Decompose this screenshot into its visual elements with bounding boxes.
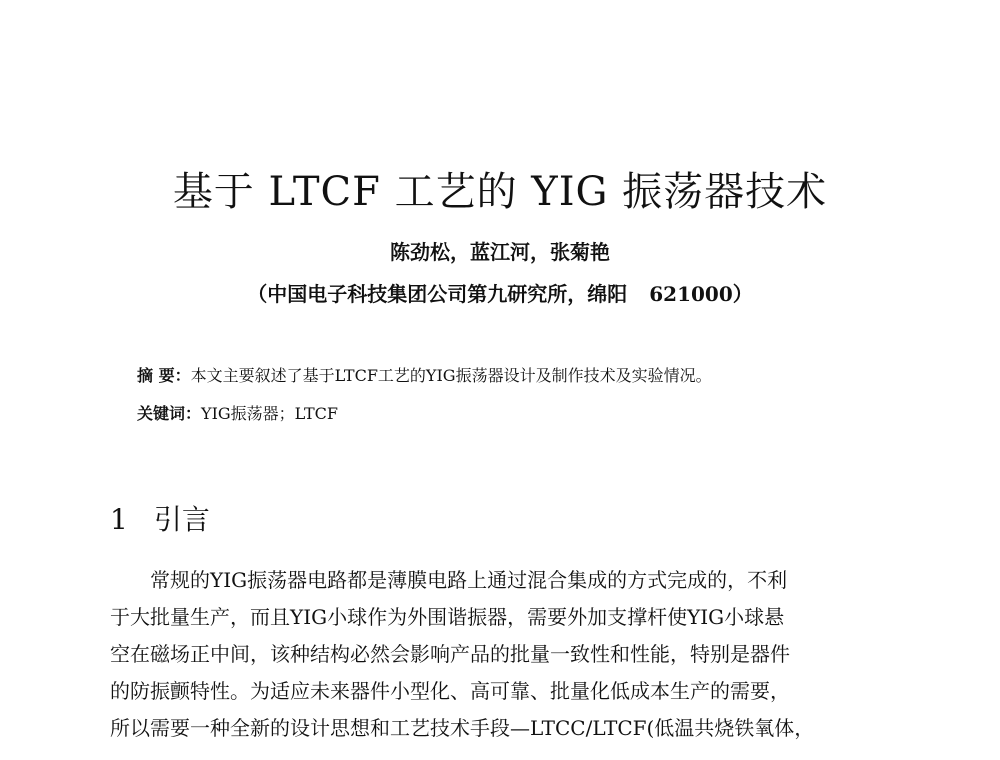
abstract-label: 摘 要：: [137, 366, 191, 385]
keywords: [137, 401, 338, 424]
abstract: [137, 363, 712, 386]
body-line: 于大批量生产，而且YIG小球作为外围谐振器，需要外加支撑杆使YIG小球悬: [110, 605, 785, 629]
affiliation-text: （中国电子科技集团公司第九研究所，绵阳: [247, 282, 628, 306]
body-paragraph: [110, 562, 890, 747]
body-line: 空在磁场正中间，该种结构必然会影响产品的批量一致性和性能，特别是器件: [110, 642, 790, 666]
author-list: 陈劲松，蓝江河，张菊艳: [390, 240, 610, 264]
body-line: 的防振颤特性。为适应未来器件小型化、高可靠、批量化低成本生产的需要，: [110, 679, 790, 703]
paper-title: 基于 LTCF 工艺的 YIG 振荡器技术: [172, 169, 828, 215]
section-heading: [110, 498, 210, 538]
section-title: 引言: [153, 503, 210, 536]
abstract-text: 本文主要叙述了基于LTCF工艺的YIG振荡器设计及制作技术及实验情况。: [190, 366, 712, 385]
body-line: 常规的YIG振荡器电路都是薄膜电路上通过混合集成的方式完成的，不利: [150, 568, 788, 592]
keywords-label: 关键词：: [137, 404, 202, 423]
keywords-text: YIG振荡器；LTCF: [201, 404, 339, 423]
affiliation-postcode: 621000）: [649, 282, 753, 306]
body-line: 所以需要一种全新的设计思想和工艺技术手段—LTCC/LTCF(低温共烧铁氧体，: [110, 716, 815, 740]
section-number: 1: [110, 503, 128, 536]
author-affiliation: [0, 278, 1000, 307]
